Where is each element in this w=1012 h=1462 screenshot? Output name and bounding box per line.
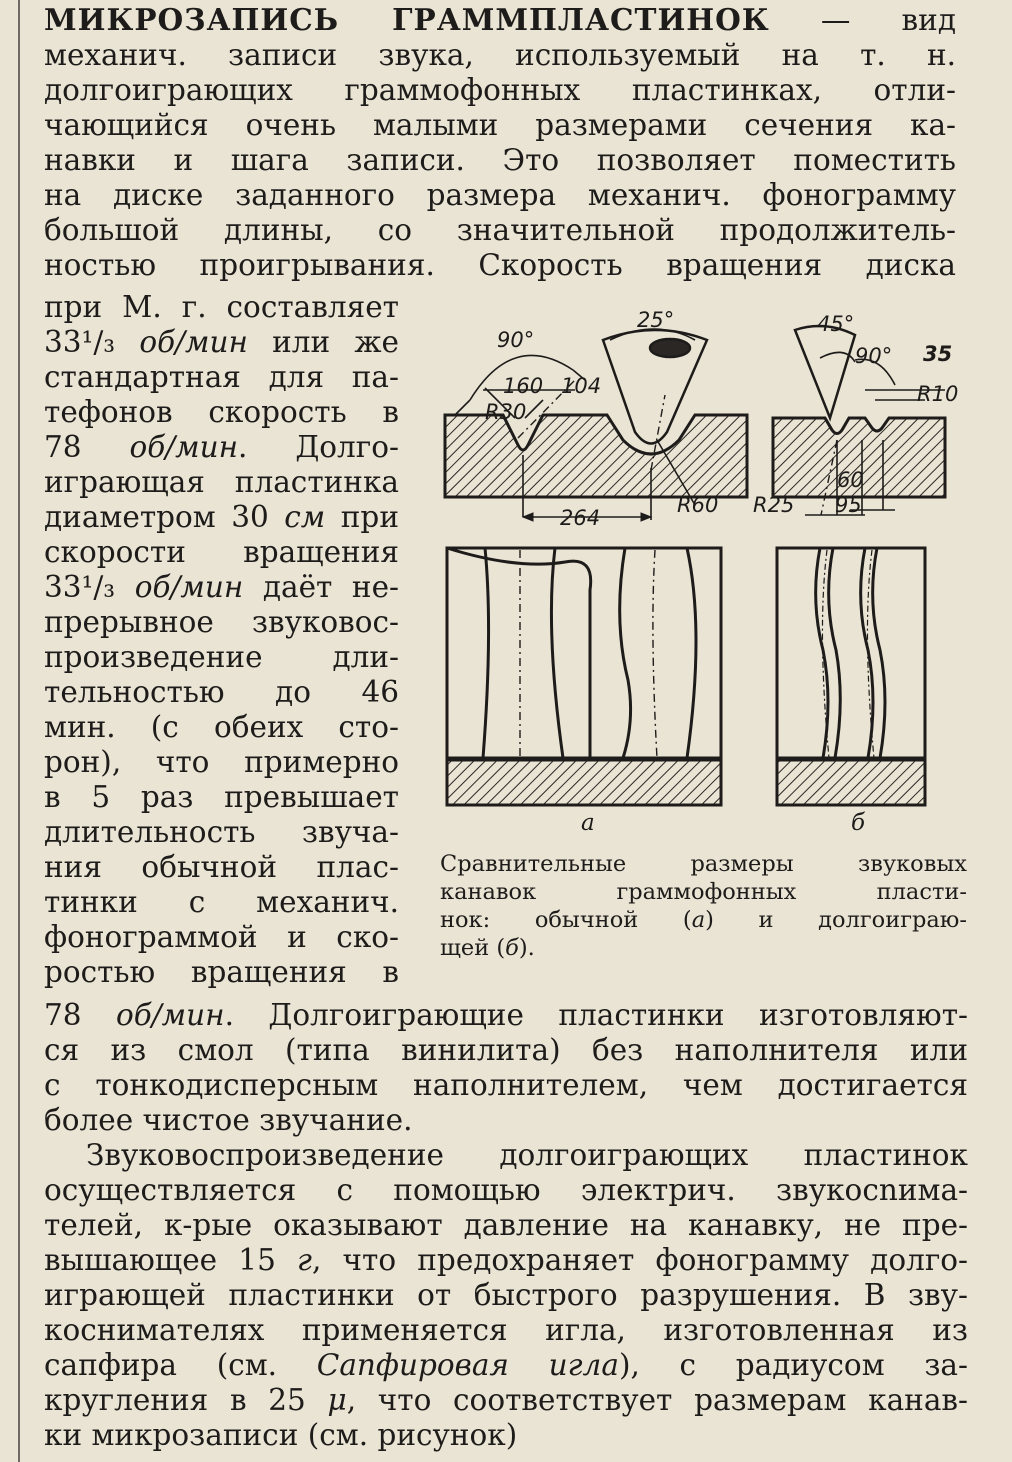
- text-line: [44, 325, 399, 360]
- text-line: скорости вращения: [44, 535, 399, 569]
- text-line: более чистое звучание.: [44, 1103, 413, 1137]
- text-line: ся из смол (типа винилита) без наполнителя или: [44, 1033, 968, 1067]
- needle-b: [795, 326, 855, 418]
- label-panel-b: б: [851, 810, 866, 836]
- text-line: [44, 570, 399, 605]
- italic-run: а: [691, 907, 706, 933]
- text-line: навки и шага записи. Это позволяет поместить: [44, 143, 956, 177]
- label-r30: R30: [485, 400, 527, 424]
- text-run: , что соответствует размерам канав-: [346, 1383, 968, 1417]
- text-run: вышающее 15: [44, 1243, 298, 1277]
- article-tail: [44, 998, 968, 1453]
- text-line: чающийся очень малыми размерами сечения ка-: [44, 108, 956, 142]
- text-line: с тонкодисперсным наполнителем, чем достигается: [44, 1068, 968, 1102]
- italic-run: μ: [327, 1383, 347, 1417]
- section-a: [445, 415, 747, 497]
- article-lead: [44, 2, 956, 283]
- label-dim-35: 35: [923, 342, 953, 366]
- label-dim-95: 95: [835, 493, 862, 517]
- label-dim-160: 160: [503, 374, 544, 398]
- italic-run: об/мин: [129, 430, 239, 464]
- label-dim-60: 60: [837, 468, 864, 492]
- text-line: телей, к-рые оказывают давление на канавку, не пре-: [44, 1208, 968, 1242]
- page-margin-rule: [18, 0, 20, 1462]
- text-line: [440, 906, 967, 934]
- italic-run: см: [284, 500, 326, 534]
- text-run: 78: [44, 998, 116, 1032]
- italic-run: об/мин: [139, 325, 248, 359]
- text-line: механич. записи звука, используемый на т. н.: [44, 38, 956, 72]
- text-line: [44, 998, 968, 1033]
- text-run: сапфира (см.: [44, 1348, 317, 1382]
- text-line: играющая пластинка: [44, 465, 399, 499]
- text-line: [44, 1243, 968, 1278]
- text-line: тефонов скорость в: [44, 395, 399, 429]
- text-line: [44, 1383, 968, 1418]
- label-angle-b2: 90°: [855, 344, 893, 368]
- text-line: длительность звуча-: [44, 815, 399, 849]
- label-angle-needle: 25°: [637, 308, 675, 332]
- italic-run: об/мин: [134, 570, 244, 604]
- text-run: , что предохраняет фонограмму долго-: [311, 1243, 969, 1277]
- text-line: [44, 2, 956, 38]
- text-line: произведение дли-: [44, 640, 399, 674]
- label-dim-104: 104: [561, 374, 602, 398]
- text-line: прерывное звуковос-: [44, 605, 399, 639]
- text-run: нок: обычной (: [440, 907, 692, 933]
- label-r25: R25: [753, 493, 795, 517]
- text-line: осуществляется с помощью электрич. звукосnима-: [44, 1173, 968, 1207]
- label-r10: R10: [917, 382, 959, 406]
- text-line: ки микрозаписи (см. рисунок): [44, 1418, 518, 1452]
- label-panel-a: а: [581, 810, 595, 836]
- text-run: . Долго-: [238, 430, 399, 464]
- italic-run: Сапфировая игла: [316, 1348, 619, 1382]
- text-line: [440, 934, 967, 962]
- needle-a-tip: [650, 339, 690, 357]
- label-dim-264: 264: [560, 506, 601, 530]
- text-line: играющей пластинки от быстрого разрушения. В зву-: [44, 1278, 968, 1312]
- text-line: фонограммой и ско-: [44, 920, 399, 954]
- text-line: тельностью до 46: [44, 675, 399, 709]
- text-run: при: [325, 500, 399, 534]
- label-angle-b: 45°: [817, 312, 855, 336]
- text-line: [44, 500, 399, 535]
- text-line: ния обычной плас-: [44, 850, 399, 884]
- italic-run: г: [297, 1243, 312, 1277]
- text-run: 33¹/₃: [44, 325, 140, 359]
- text-line: [44, 1348, 968, 1383]
- italic-run: б: [505, 935, 519, 961]
- text-line: на диске заданного размера механич. фонограмму: [44, 178, 956, 212]
- figure-caption: [440, 850, 967, 962]
- text-line: ностью проигрывания. Скорость вращения диска: [44, 248, 956, 282]
- text-run: щей (: [440, 935, 506, 961]
- text-run: 33¹/₃: [44, 570, 135, 604]
- text-run: . Долгоиграющие пластинки изготовляют-: [224, 998, 968, 1032]
- text-run: кругления в 25: [44, 1383, 328, 1417]
- text-line: Сравнительные размеры звуковых: [440, 851, 967, 877]
- label-r60: R60: [677, 493, 719, 517]
- text-line: рон), что примерно: [44, 745, 399, 779]
- text-run: — вид: [769, 3, 956, 37]
- italic-run: об/мин: [115, 998, 225, 1032]
- groove-figure: [425, 300, 970, 845]
- text-line: канавок граммофонных пласти-: [440, 879, 967, 905]
- text-line: тинки с механич.: [44, 885, 399, 919]
- text-line: ростью вращения в: [44, 955, 399, 989]
- text-line: коснимателях применяется игла, изготовленная из: [44, 1313, 968, 1347]
- text-line: мин. (с обеих сто-: [44, 710, 399, 744]
- text-run: ), с радиусом за-: [618, 1348, 968, 1382]
- text-line: в 5 раз превышает: [44, 780, 399, 814]
- text-line: при М. г. составляет: [44, 290, 399, 324]
- text-line: [44, 430, 399, 465]
- text-line: большой длины, со значительной продолжитель-: [44, 213, 956, 247]
- headword: МИКРОЗАПИСЬ ГРАММПЛАСТИНОК: [44, 2, 770, 37]
- text-run: даёт не-: [243, 570, 400, 604]
- text-run: 78: [44, 430, 130, 464]
- groove-view-b: [777, 548, 925, 758]
- text-run: ) и долгоиграю-: [705, 907, 968, 933]
- text-run: или же: [247, 325, 399, 359]
- text-line: стандартная для па-: [44, 360, 399, 394]
- text-run: диаметром 30: [44, 500, 285, 534]
- text-line: Звуковоспроизведение долгоиграющих пластинок: [86, 1138, 968, 1172]
- text-run: ).: [518, 935, 535, 961]
- article-left-column: [44, 290, 399, 990]
- label-angle-a: 90°: [497, 328, 535, 352]
- text-line: долгоиграющих граммофонных пластинках, отли-: [44, 73, 956, 107]
